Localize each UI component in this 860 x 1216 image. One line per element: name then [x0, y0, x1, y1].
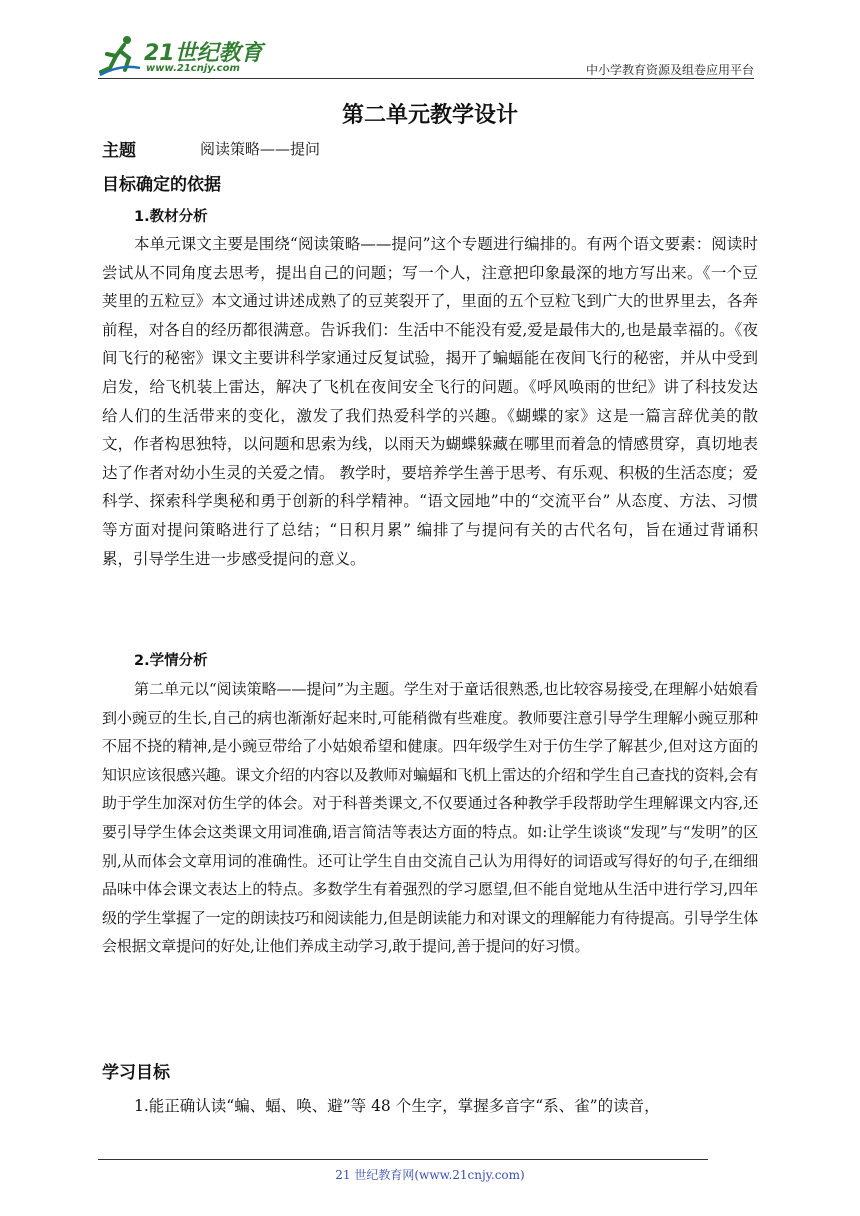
paragraph-textbook-analysis: 本单元课文主要是围绕“阅读策略——提问”这个专题进行编排的。有两个语文要素：阅读时尝试从不同角度去思考，提出自己的问题；写一个人，注意把印象最深的地方写出来。《一个豆荚里的五粒豆》本文通过讲述成熟了的豆荚裂开了，里面的五个豆粒飞到广大的世界里去，各奔前程，对各自的经历都很满意。告诉我们：生活中不能没有爱,爱是最伟大的,也是最幸福的。《夜间飞行的秘密》课文主要讲科学家通过反复试验，揭开了蝙蝠能在夜间飞行的秘密，并从中受到启发，给飞机装上雷达，解决了飞机在夜间安全飞行的问题。《呼风唤雨的世纪》讲了科技发达给人们的生活带来的变化，激发了我们热爱科学的兴趣。《蝴蝶的家》这是一篇言辞优美的散文，作者构思独特，以问题和思索为线，以雨天为蝴蝶躲藏在哪里而着急的情感贯穿，真切地表达了作者对幼小生灵的关爱之情。 教学时，要培养学生善于思考、有乐观、积极的生活态度；爱科学、探索科学奥秘和勇于创新的科学精神。“语文园地”中的“交流平台” 从态度、方法、习惯等方面对提问策略进行了总结；“日积月累” 编排了与提问有关的古代名句，旨在通过背诵积累，引导学生进一步感受提问的意义。 [102, 235, 758, 568]
logo-brand-text: 21世纪教育 [144, 41, 263, 66]
document-title: 第二单元教学设计 [341, 103, 518, 128]
footer-divider [98, 1159, 708, 1160]
paragraph-learner-analysis: 第二单元以“阅读策略——提问”为主题。学生对于童话很熟悉,也比较容易接受,在理解小姑娘看到小豌豆的生长,自己的病也渐渐好起来时,可能稍微有些难度。教师要注意引导学生理解小豌豆那种不屈不挠的精神,是小豌豆带给了小姑娘希望和健康。四年级学生对于仿生学了解甚少,但对这方面的知识应该很感兴趣。课文介绍的内容以及教师对蝙蝠和飞机上雷达的介绍和学生自己查找的资料,会有助于学生加深对仿生学的体会。对于科普类课文,不仅要通过各种教学手段帮助学生理解课文内容,还要引导学生体会这类课文用词准确,语言简洁等表达方面的特点。如:让学生谈谈“发现”与“发明”的区别,从而体会文章用词的准确性。还可让学生自由交流自己认为用得好的词语或写得好的句子,在细细品味中体会课文表达上的特点。多数学生有着强烈的学习愿望,但不能自觉地从生活中进行学习,四年级的学生掌握了一定的朗读技巧和阅读能力,但是朗读能力和对课文的理解能力有待提高。引导学生体会根据文章提问的好处,让他们养成主动学习,敢于提问,善于提问的好习惯。 [102, 680, 758, 956]
runner-logo-icon [98, 34, 142, 78]
logo-site-text: www.21cnjy.com [146, 63, 240, 74]
theme-label: 主题 [102, 141, 136, 161]
theme-value: 阅读策略——提问 [200, 140, 321, 158]
header-platform-text: 中小学教育资源及组卷应用平台 [585, 63, 754, 77]
section-heading-basis: 目标确定的依据 [102, 175, 221, 195]
subsection-heading-learner: 2.学情分析 [134, 653, 208, 669]
header-divider [98, 78, 754, 79]
footer-link[interactable]: 21 世纪教育网(www.21cnjy.com) [335, 1168, 525, 1182]
section-heading-goals: 学习目标 [102, 1063, 170, 1083]
goal-item-1: 1.能正确认读“蝙、蝠、唤、避”等 48 个生字，掌握多音字“系、雀”的读音， [134, 1097, 660, 1115]
site-logo [98, 34, 268, 78]
subsection-heading-textbook: 1.教材分析 [134, 209, 208, 225]
